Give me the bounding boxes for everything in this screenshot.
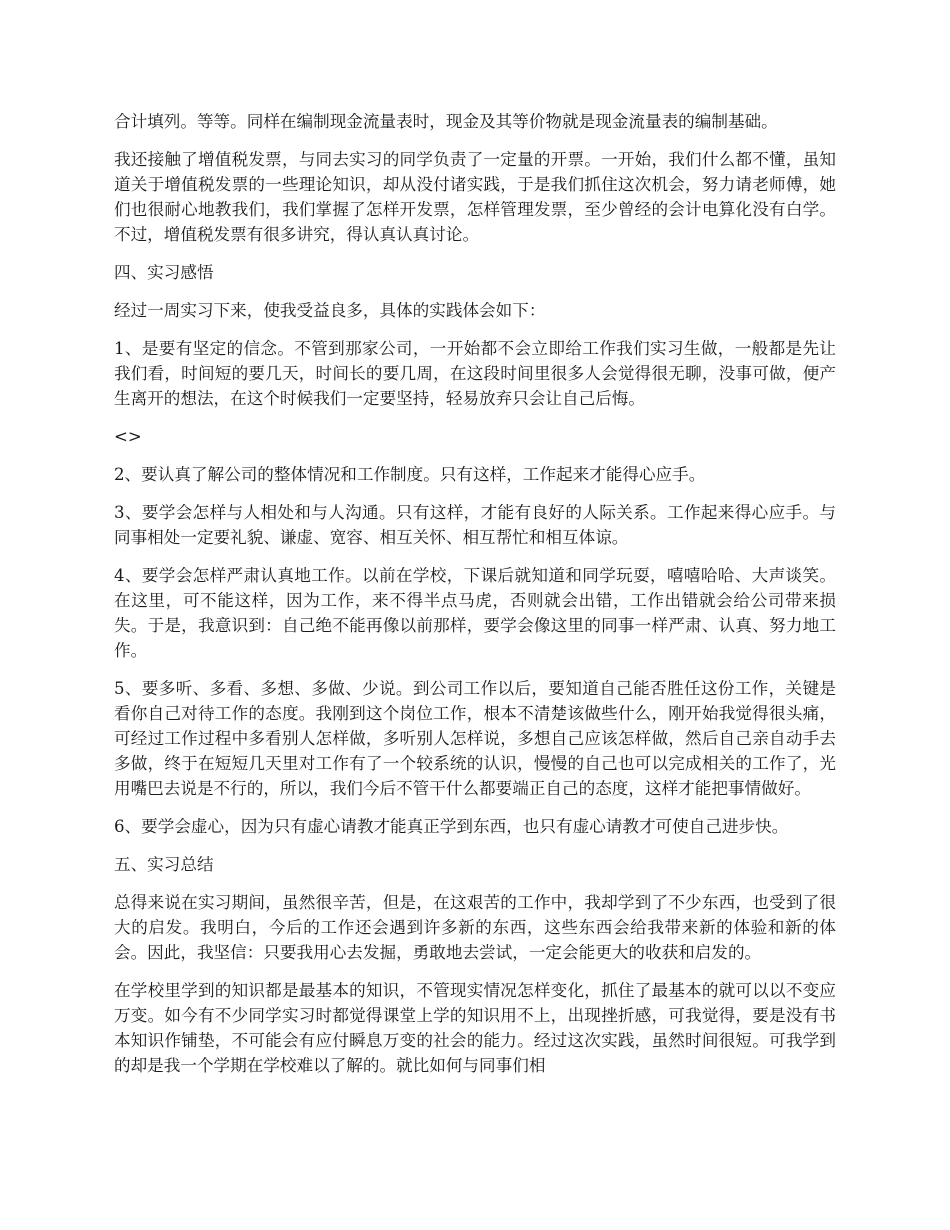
paragraph-cash-flow-basis: 合计填列。等等。同样在编制现金流量表时，现金及其等价物就是现金流量表的编制基础。 bbox=[114, 112, 778, 131]
paragraph-point-4: 4、要学会怎样严肃认真地工作。以前在学校，下课后就知道和同学玩耍，嘻嘻哈哈、大声谈笑。在这里，可不能这样，因为工作，来不得半点马虎，否则就会出错，工作出错就会给公司带来损失。于是，我意识到：自己绝不能再像以前那样，要学会像这里的同事一样严肃、认真、努力地工作。 bbox=[114, 566, 836, 660]
section-heading-insights: 四、实习感悟 bbox=[114, 263, 214, 282]
paragraph-point-6: 6、要学会虚心，因为只有虚心请教才能真正学到东西，也只有虚心请教才可使自己进步快。 bbox=[114, 817, 789, 836]
paragraph-insights-intro: 经过一周实习下来，使我受益良多，具体的实践体会如下： bbox=[114, 301, 546, 320]
paragraph-vat-invoice: 我还接触了增值税发票，与同去实习的同学负责了一定量的开票。一开始，我们什么都不懂，虽知道关于增值税发票的一些理论知识，却从没付诸实践，于是我们抓住这次机会，努力请老师傅，她们也很耐心地教我们，我们掌握了怎样开发票，怎样管理发票，至少曾经的会计电算化没有白学。不过，增值税发票有很多讲究，得认真认真讨论。 bbox=[114, 150, 836, 244]
document-body bbox=[114, 109, 836, 1091]
paragraph-school-knowledge: 在学校里学到的知识都是最基本的知识，不管现实情况怎样变化，抓住了最基本的就可以以不变应万变。如今有不少同学实习时都觉得课堂上学的知识用不上，出现挫折感，可我觉得，要是没有书本知识作铺垫，不可能会有应付瞬息万变的社会的能力。经过这次实践，虽然时间很短。可我学到的却是我一个学期在学校难以了解的。就比如何与同事们相 bbox=[114, 981, 836, 1075]
paragraph-point-5: 5、要多听、多看、多想、多做、少说。到公司工作以后，要知道自己能否胜任这份工作，关键是看你自己对待工作的态度。我刚到这个岗位工作，根本不清楚该做些什么，刚开始我觉得很头痛，可经过工作过程中多看别人怎样做，多听别人怎样说，多想自己应该怎样做，然后自己亲自动手去多做，终于在短短几天里对工作有了一个较系统的认识，慢慢的自己也可以完成相关的工作了，光用嘴巴去说是不行的，所以，我们今后不管干什么都要端正自己的态度，这样才能把事情做好。 bbox=[114, 679, 836, 798]
paragraph-point-1: 1、是要有坚定的信念。不管到那家公司，一开始都不会立即给工作我们实习生做，一般都是先让我们看，时间短的要几天，时间长的要几周，在这段时间里很多人会觉得很无聊，没事可做，便产生离开的想法，在这个时候我们一定要坚持，轻易放弃只会让自己后悔。 bbox=[114, 339, 836, 408]
section-heading-summary: 五、实习总结 bbox=[114, 855, 214, 874]
paragraph-summary: 总得来说在实习期间，虽然很辛苦，但是，在这艰苦的工作中，我却学到了不少东西，也受到了很大的启发。我明白，今后的工作还会遇到许多新的东西，这些东西会给我带来新的体验和新的体会。因此，我坚信：只要我用心去发掘，勇敢地去尝试，一定会能更大的收获和启发的。 bbox=[114, 893, 836, 962]
paragraph-point-3: 3、要学会怎样与人相处和与人沟通。只有这样，才能有良好的人际关系。工作起来得心应手。与同事相处一定要礼貌、谦虚、宽容、相互关怀、相互帮忙和相互体谅。 bbox=[114, 503, 836, 547]
paragraph-placeholder: <> bbox=[114, 427, 142, 446]
paragraph-point-2: 2、要认真了解公司的整体情况和工作制度。只有这样，工作起来才能得心应手。 bbox=[114, 465, 706, 484]
